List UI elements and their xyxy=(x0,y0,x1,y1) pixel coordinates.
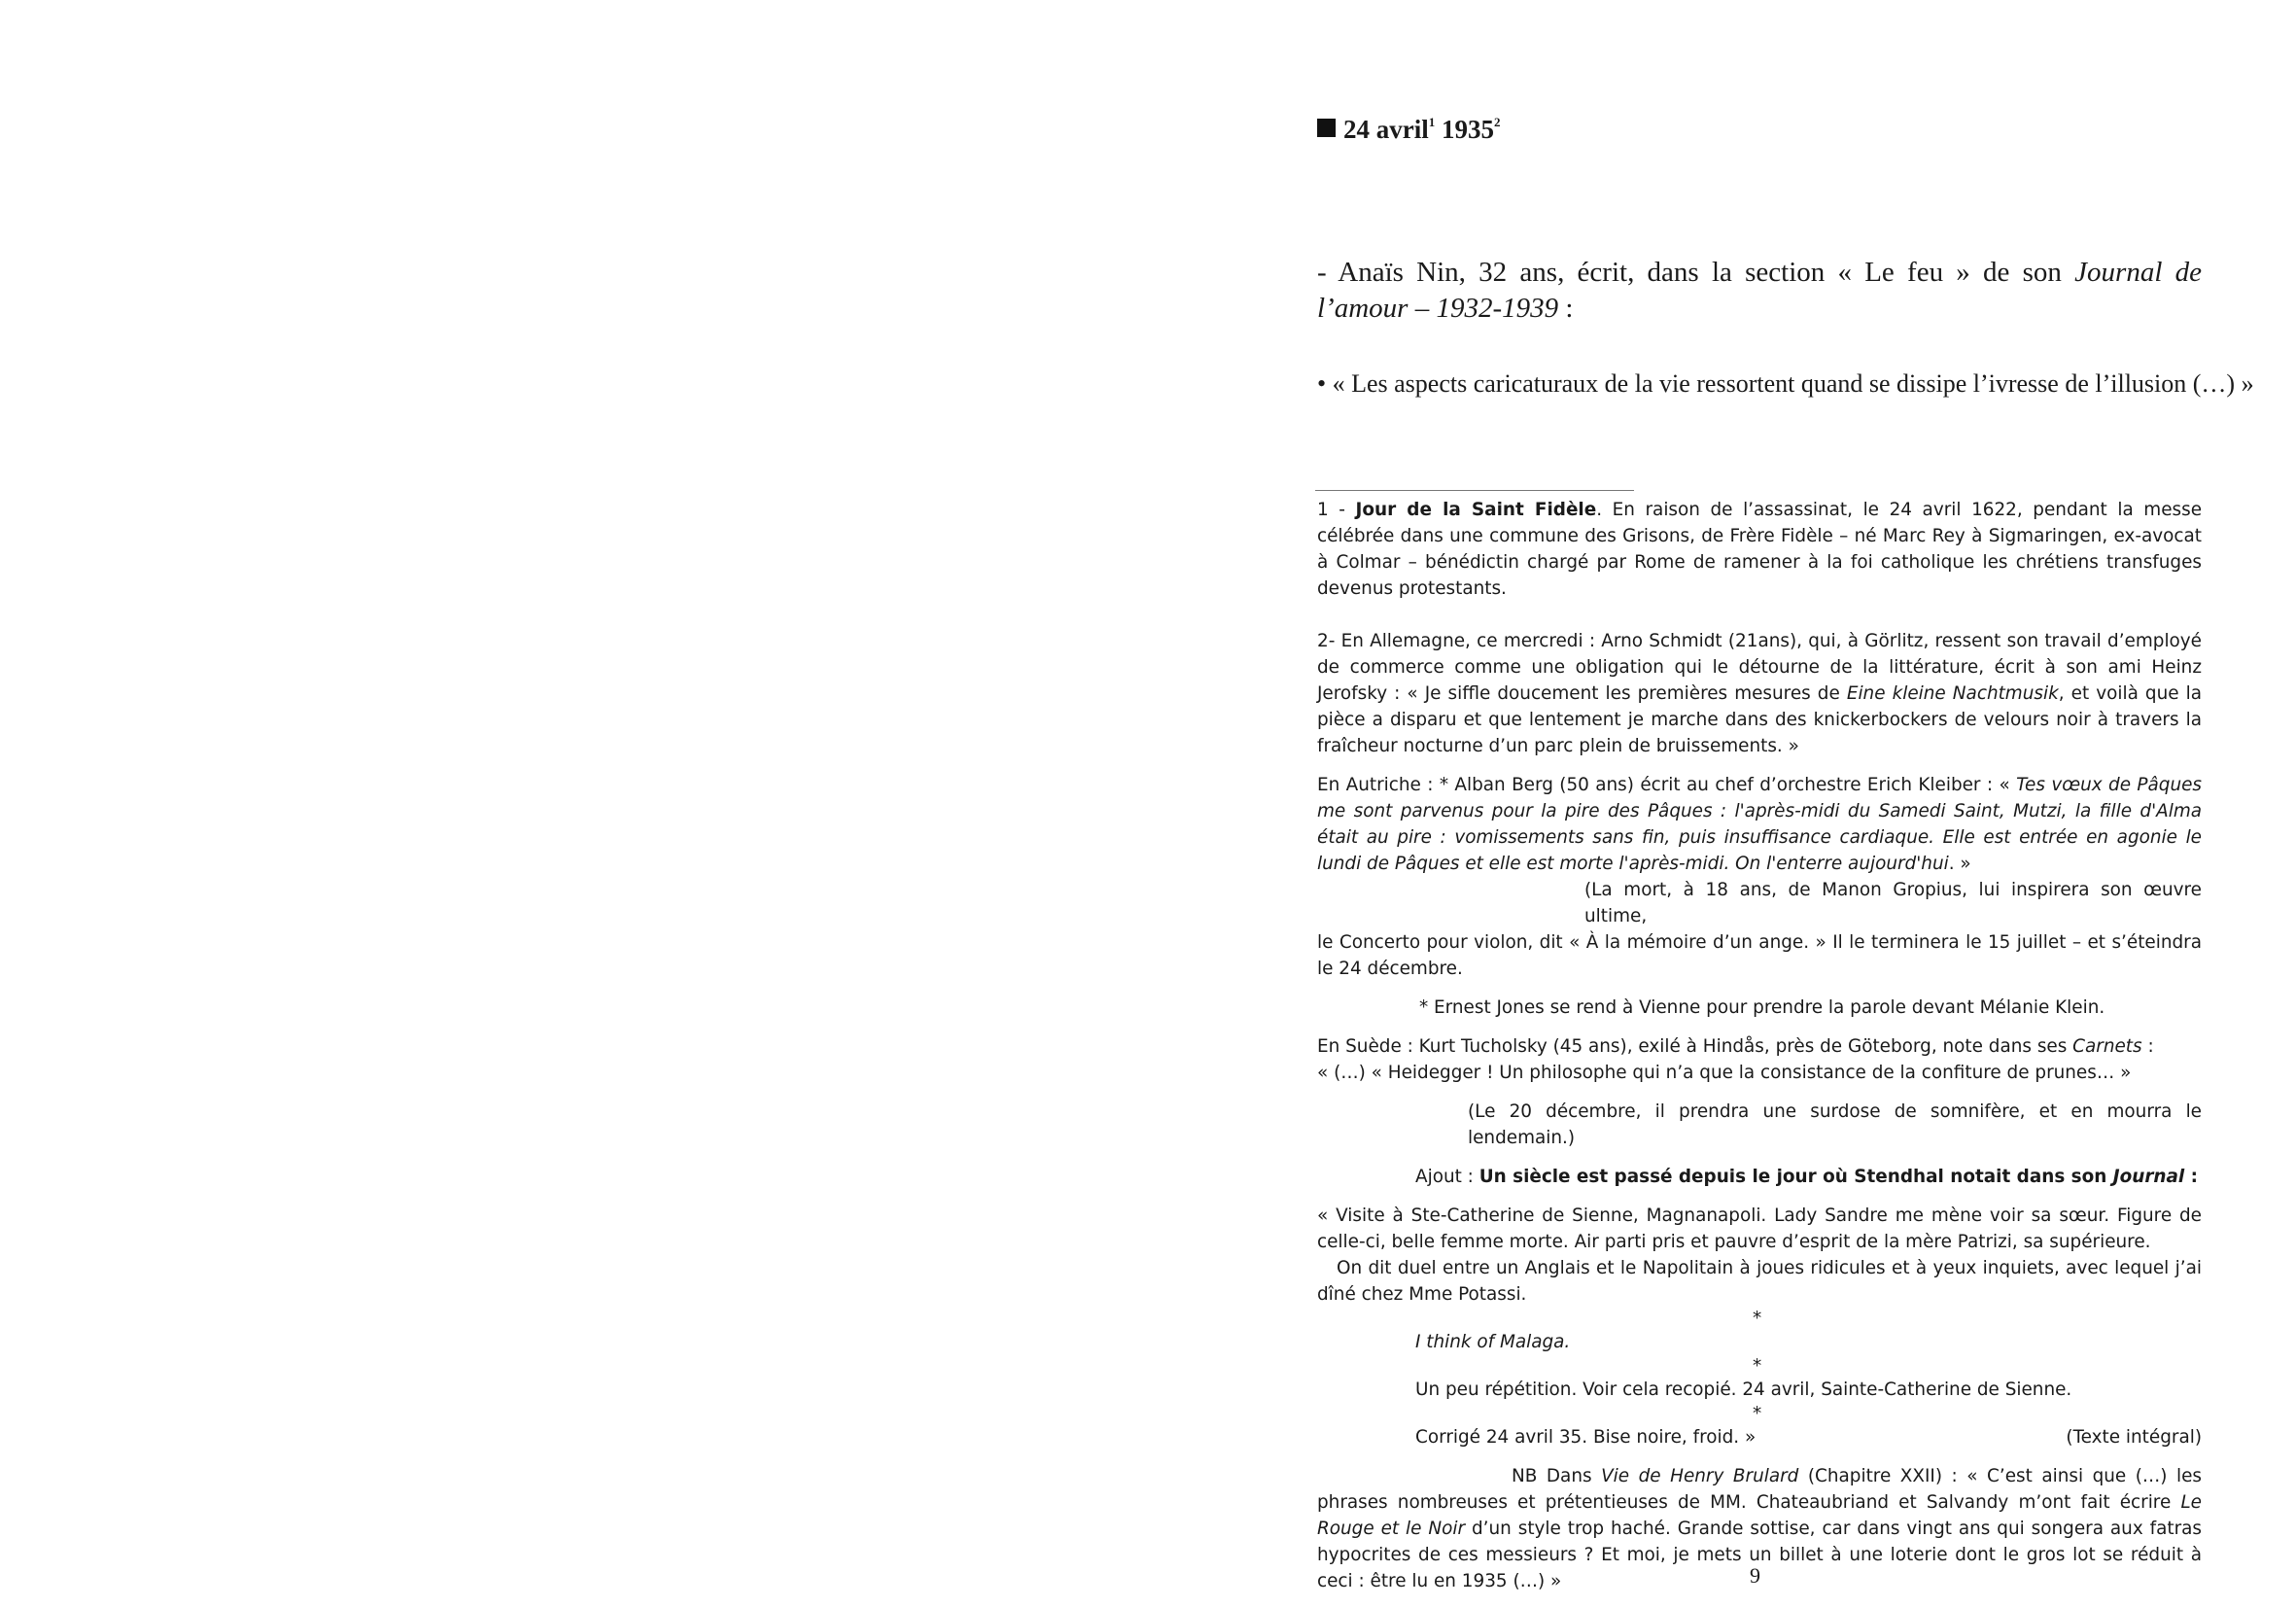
brulard-title: Vie de Henry Brulard xyxy=(1601,1466,1799,1486)
texte-integral: (Texte intégral) xyxy=(2066,1427,2202,1448)
footnote-1-number: 1 - xyxy=(1317,500,1356,520)
tucholsky-text-b: : xyxy=(2141,1036,2154,1057)
repetition-line: Un peu répétition. Voir cela recopié. 24 avril, Sainte-Catherine de Sienne. xyxy=(1415,1380,2072,1400)
black-square-icon xyxy=(1317,119,1336,137)
footnote-2-schmidt xyxy=(1317,628,2202,759)
footnote-1-text: . En raison de l’assassinat, le 24 avril 1622, pendant la messe célébrée dans une commune des Grisons, de Frère Fidèle – né Marc Rey à Sigmaringen, ex-avocat à Colmar – bénédictin chargé par Rome de ramener à la foi catholique les chrétiens transfuges devenus protestants. xyxy=(1317,500,2203,599)
nachtmusik-title: Eine kleine Nachtmusik xyxy=(1846,683,2059,704)
malaga-line xyxy=(1317,1329,2202,1355)
berg-quote: Tes vœux de Pâques me sont parvenus pour la pire des Pâques : l'après-midi du Samedi Saint, Mutzi, la fille d'Alma était au pire : vomissements sans fin, puis insuffisance cardiaque. Elle est entrée en agonie le lundi de Pâques et elle est morte l'après-midi. On l'enterre aujourd'hui xyxy=(1317,775,2202,874)
berg-text-a: En Autriche : * Alban Berg (50 ans) écrit au chef d’orchestre Erich Kleiber : « xyxy=(1317,775,2017,795)
saint-fidele-title: Jour de la Saint Fidèle xyxy=(1355,500,1597,520)
footnote-tucholsky xyxy=(1317,1033,2202,1060)
footnote-separator xyxy=(1315,490,1634,491)
heading-date: 24 avril xyxy=(1343,115,1429,144)
footnote-berg xyxy=(1317,772,2202,877)
tucholsky-text-a: En Suède : Kurt Tucholsky (45 ans), exilé à Hindås, près de Göteborg, note dans ses xyxy=(1317,1036,2073,1057)
ajout-bold-colon: : xyxy=(2184,1167,2198,1187)
footnote-1 xyxy=(1317,497,2202,602)
intro-text: - Anaïs Nin, 32 ans, écrit, dans la section « Le feu » de son xyxy=(1317,257,2075,288)
ajout-line xyxy=(1317,1164,2202,1190)
quote-bullet: • « Les aspects caricaturaux de la vie ressortent quand se dissipe l’ivresse de l’illusion (…) » xyxy=(1317,369,2254,398)
footnote-ref-1: 1 xyxy=(1428,115,1436,129)
ajout-bold-text: Un siècle est passé depuis le jour où Stendhal notait dans son xyxy=(1478,1167,2113,1187)
footnote-ref-2: 2 xyxy=(1494,115,1501,129)
nb-text-a: NB Dans xyxy=(1512,1466,1602,1486)
separator-star: * xyxy=(1753,1309,1762,1329)
footnotes xyxy=(1317,497,2202,1594)
corrige-row xyxy=(1317,1424,2202,1450)
page-number: 9 xyxy=(1750,1563,1760,1588)
ajout-label: Ajout : xyxy=(1415,1167,1479,1187)
intro-colon: : xyxy=(1558,293,1574,324)
journal-title: Journal de l’amour – 1932-1939 xyxy=(1317,257,2202,324)
separator-star: * xyxy=(1753,1356,1762,1377)
stendhal-journal-title: Journal xyxy=(2112,1167,2185,1187)
nb-text-b: (Chapitre XXII) : « C’est ainsi que (…) les phrases nombreuses et prétentieuses de MM. Chateaubriand et Salvandy m’ont fait écrire xyxy=(1317,1466,2202,1513)
berg-text-b: . » xyxy=(1948,854,1971,874)
footnote-jones: * Ernest Jones se rend à Vienne pour prendre la parole devant Mélanie Klein. xyxy=(1419,997,2105,1018)
ajout-bold xyxy=(1479,1167,2198,1187)
schmidt-text-b: , et voilà que la pièce a disparu et que lentement je marche dans des knickerbockers de velours noir à travers la fraîcheur nocturne d’un parc plein de bruissements. » xyxy=(1317,683,2202,756)
heading-year: 1935 xyxy=(1442,115,1494,144)
manon-line-2: le Concerto pour violon, dit « À la mémoire d’un ange. » Il le terminera le 15 juillet – et s’éteindra le 24 décembre. xyxy=(1317,932,2202,979)
stendhal-visite: « Visite à Ste-Catherine de Sienne, Magnanapoli. Lady Sandre me mène voir sa sœur. Figure de celle-ci, belle femme morte. Air parti pris et pauvre d’esprit de la mère Patrizi, sa supérieure. xyxy=(1317,1205,2202,1252)
surdose-note: (Le 20 décembre, il prendra une surdose de somnifère, et en mourra le lendemain.) xyxy=(1468,1101,2202,1148)
entry-heading xyxy=(1317,115,1501,145)
schmidt-text-a: 2- En Allemagne, ce mercredi : Arno Schmidt (21ans), qui, à Görlitz, ressent son travail d’employé de commerce comme une obligation qui le détourne de la littérature, écrit à son ami Heinz Jerofsky : « Je siffle doucement les premières mesures de xyxy=(1317,631,2202,704)
separator-star: * xyxy=(1753,1404,1762,1424)
corrige-text: Corrigé 24 avril 35. Bise noire, froid. » xyxy=(1415,1427,1757,1448)
malaga-text: I think of Malaga. xyxy=(1415,1332,1571,1352)
carnets-title: Carnets xyxy=(2072,1036,2142,1057)
manon-line-1: (La mort, à 18 ans, de Manon Gropius, lui inspirera son œuvre ultime, xyxy=(1584,880,2202,926)
heidegger-quote: « (…) « Heidegger ! Un philosophe qui n’a que la consistance de la confiture de prunes… » xyxy=(1317,1063,2132,1083)
stendhal-duel: On dit duel entre un Anglais et le Napolitain à joues ridicules et à yeux inquiets, avec lequel j’ai dîné chez Mme Potassi. xyxy=(1317,1258,2202,1305)
intro-paragraph xyxy=(1317,255,2202,327)
nb-text-c: d’un style trop haché. Grande sottise, car dans vingt ans qui songera aux fatras hypocrites de ces messieurs ? Et moi, je mets un billet à une loterie dont le gros lot se réduit à ceci : être lu en 1935 (…) » xyxy=(1317,1519,2202,1591)
rouge-noir-title: Le Rouge et le Noir xyxy=(1317,1492,2202,1539)
